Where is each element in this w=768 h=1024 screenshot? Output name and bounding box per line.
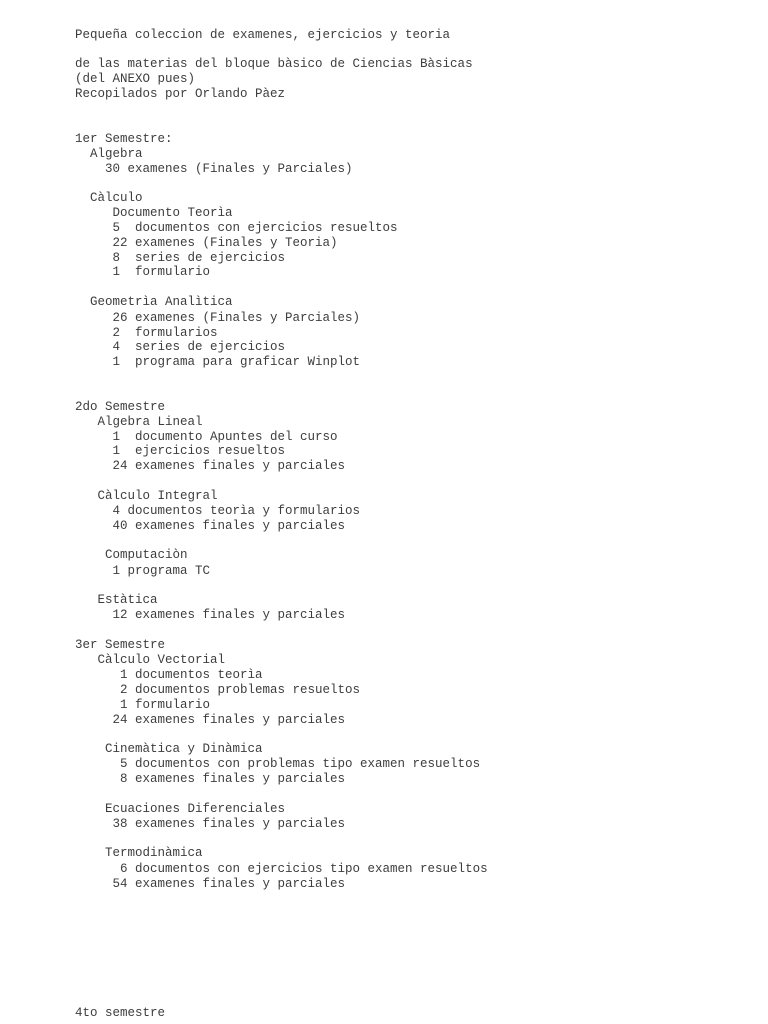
subject-item: 4 documentos teorìa y formularios (75, 504, 361, 518)
subject-item: 5 documentos con problemas tipo examen resueltos (75, 757, 481, 771)
subject-item: Documento Teorìa (75, 206, 233, 220)
semester-heading: 3er Semestre (75, 638, 166, 652)
subject-item: 1 programa TC (75, 564, 211, 578)
subject-heading: Cinemàtica y Dinàmica (75, 742, 263, 756)
subject-item: 26 examenes (Finales y Parciales) (75, 311, 361, 325)
subject-heading: Càlculo Vectorial (75, 653, 226, 667)
subject-heading: Geometrìa Analìtica (75, 295, 233, 309)
subject-heading: Estàtica (75, 593, 158, 607)
subject-item: 1 formulario (75, 265, 211, 279)
doc-subtitle-line: de las materias del bloque bàsico de Ciencias Bàsicas (75, 57, 473, 71)
doc-subtitle-line: (del ANEXO pues) (75, 72, 196, 86)
semester-heading: 2do Semestre (75, 400, 166, 414)
subject-item: 40 examenes finales y parciales (75, 519, 346, 533)
subject-heading: Ecuaciones Diferenciales (75, 802, 286, 816)
subject-item: 1 formulario (75, 698, 211, 712)
subject-heading: Algebra Lineal (75, 415, 203, 429)
subject-item: 1 ejercicios resueltos (75, 444, 286, 458)
subject-item: 1 documentos teorìa (75, 668, 263, 682)
subject-heading: Computaciòn (75, 548, 188, 562)
subject-item: 2 formularios (75, 326, 218, 340)
subject-heading: Càlculo Integral (75, 489, 218, 503)
doc-author-line: Recopilados por Orlando Pàez (75, 87, 286, 101)
subject-item: 8 series de ejercicios (75, 251, 286, 265)
subject-item: 1 programa para graficar Winplot (75, 355, 361, 369)
doc-title-line: Pequeña coleccion de examenes, ejercicios y teoria (75, 28, 451, 42)
subject-heading: Termodinàmica (75, 846, 203, 860)
subject-item: 2 documentos problemas resueltos (75, 683, 361, 697)
semester-heading: 1er Semestre: (75, 132, 173, 146)
subject-item: 4 series de ejercicios (75, 340, 286, 354)
subject-heading: Algebra (75, 147, 143, 161)
subject-item: 24 examenes finales y parciales (75, 713, 346, 727)
subject-item: 12 examenes finales y parciales (75, 608, 346, 622)
subject-item: 24 examenes finales y parciales (75, 459, 346, 473)
subject-item: 30 examenes (Finales y Parciales) (75, 162, 353, 176)
subject-item: 8 examenes finales y parciales (75, 772, 346, 786)
subject-item: 22 examenes (Finales y Teoria) (75, 236, 338, 250)
subject-item: 6 documentos con ejercicios tipo examen resueltos (75, 862, 488, 876)
subject-item: 38 examenes finales y parciales (75, 817, 346, 831)
subject-item: 5 documentos con ejercicios resueltos (75, 221, 398, 235)
subject-item: 54 examenes finales y parciales (75, 877, 346, 891)
subject-item: 1 documento Apuntes del curso (75, 430, 338, 444)
semester-heading: 4to semestre (75, 1006, 166, 1020)
subject-heading: Càlculo (75, 191, 143, 205)
